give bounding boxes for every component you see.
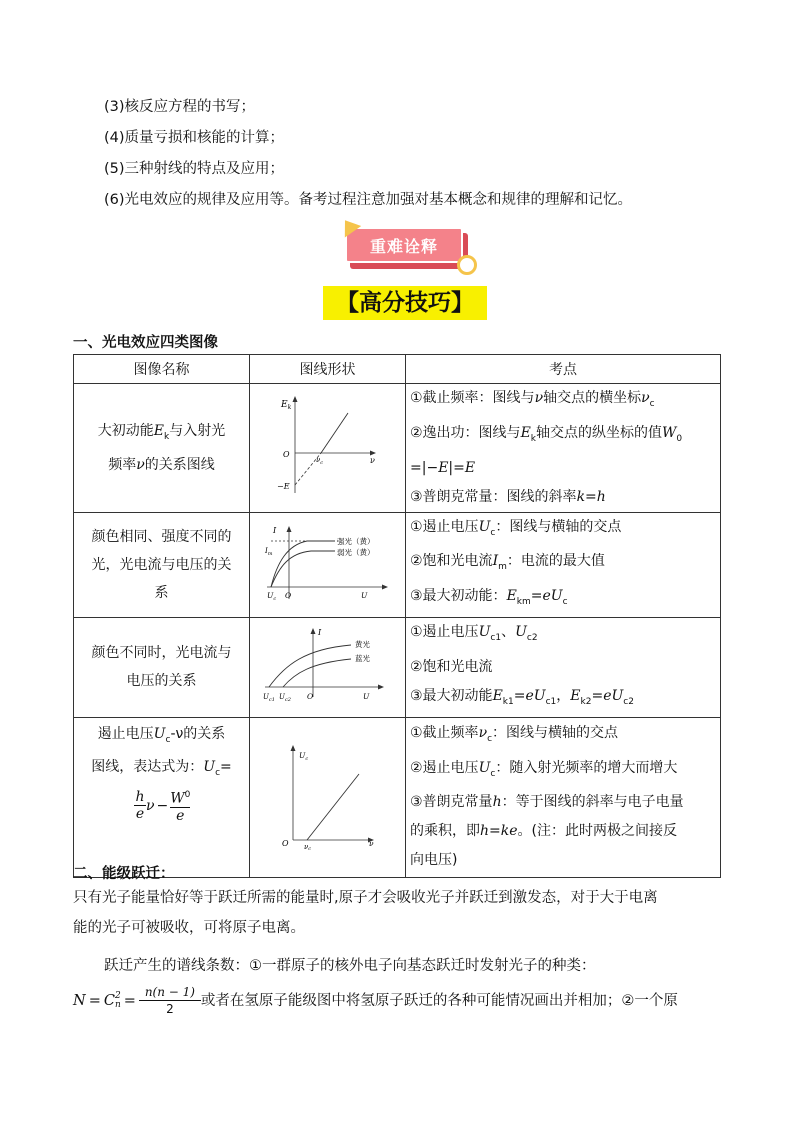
ring-icon [457,255,477,275]
var: W [170,790,185,807]
sub: c [490,527,496,538]
sub: km [516,596,531,607]
y-arrow [286,526,291,532]
row2-point-2 [410,547,720,582]
var: E [438,459,449,476]
var: ν [136,456,145,473]
header-name: 图像名称 [74,355,250,384]
var: h [492,794,502,811]
table-row [74,617,721,717]
x-arrow [370,451,376,456]
text: = [220,759,232,776]
row3-points [406,617,721,717]
para3-text: 或者在氢原子能级图中将氢原子跃迁的各种可能情况画出并相加；②一个原 [200,992,678,1009]
var: ν [534,390,544,406]
i-label: I [317,628,321,638]
row4-point-4 [410,817,720,846]
row3-point-3 [410,682,720,717]
var: U [478,518,491,535]
combination [104,992,121,1010]
var: E [570,687,581,704]
y-arrow [310,628,315,634]
row1-graph [250,384,406,513]
fraction-h-e [134,789,146,822]
text: ①截止频率 [410,724,479,741]
sub: k2 [580,696,592,707]
denominator: e [135,806,145,822]
row3-graph [250,617,406,717]
row1-points [406,384,721,513]
highlight-title: 【高分技巧】 [323,286,487,320]
sub: c [649,398,655,409]
sub: c [487,733,493,744]
denominator: 2 [166,1002,174,1016]
fraction [139,984,201,1017]
row4-point-5: 向电压) [410,852,458,869]
row2-points [406,512,721,617]
vc-label: νc [303,843,311,851]
neg-e-label: −E [276,482,290,492]
row2-name [74,512,250,617]
var: U [478,759,491,776]
sub: c [165,734,171,745]
text: 频率 [108,456,137,473]
ek-line [321,413,348,453]
table-row [74,512,721,617]
var: eU [542,588,563,605]
sub: 0 [676,433,683,444]
text: 轴交点的纵坐标的值 [536,424,663,441]
text: ：随入射光频率的增大而增大 [495,759,678,776]
para3 [73,984,723,1017]
weak-curve [271,551,335,587]
sub: c1 [545,696,557,707]
text: ①遏止电压 [410,623,479,640]
vc-label: $\nu_c$ [315,456,323,467]
uc2-label: $U_{c2}$ [278,693,291,704]
header-point: 考点 [406,355,721,384]
uc1-label: $U_{c1}$ [262,693,275,704]
u-label: U [360,590,367,600]
numerator: h [135,789,145,805]
text: ②逸出功：图线与 [410,424,521,441]
text: =|− [410,459,439,476]
row4-point-3 [410,788,720,817]
nu-label: ν [368,839,374,849]
banner-label: 重难诠释 [369,237,438,256]
var: W [662,424,677,441]
text: 的乘积，即 [410,823,480,840]
var: ν [146,797,155,814]
text: -ν的关系 [170,725,226,742]
para1-line2: 能的光子可被吸收，可将原子电离。 [73,920,305,936]
origin-label: O [284,590,291,600]
row1-point-2b [410,454,720,483]
var: h [596,488,606,505]
text: ③最大初动能 [410,687,493,704]
var: U [478,623,491,640]
table-row [74,717,721,877]
text: 颜色相同、强度不同的 [91,528,232,545]
x-arrow [382,584,388,589]
text: ②饱和光电流 [410,553,493,570]
var: U [203,759,216,776]
uc-label: $U_c$ [298,751,308,763]
row3-point-1 [410,618,720,653]
ek-label: $E_k$ [280,400,291,412]
ek-nu-graph [273,393,383,498]
text: ：图线与横轴的交点 [495,518,622,535]
y-arrow [290,745,295,751]
text: = [585,488,597,505]
numerator: n(n − 1) [144,985,195,999]
intro-item-5: (5)三种射线的特点及应用； [104,161,285,177]
numerator [170,787,190,807]
denominator: e [176,807,185,824]
blue-label: 蓝光 [354,654,370,664]
var: k [576,488,586,505]
text: ：图线与横轴的交点 [492,724,619,741]
row4-points [406,717,721,877]
var: ν [478,724,488,741]
origin-label: O [306,692,313,702]
u-label: U [362,692,369,702]
var: E [153,422,164,439]
text: ①遏止电压 [410,518,479,535]
origin-label: O [281,839,289,849]
intro-item-3: (3)核反应方程的书写； [104,99,256,115]
uc-nu-graph [273,740,383,850]
text: 大初动能 [97,422,154,439]
text: = [591,687,604,704]
minus: − [156,797,169,814]
yellow-curve [269,645,351,687]
text: = [123,992,136,1009]
var: eU [525,687,546,704]
color-graph [263,625,393,705]
row2-graph [250,512,406,617]
text: ：电流的最大值 [506,553,605,570]
para2: 跃迁产生的谱线条数：①一群原子的核外电子向基态跃迁时发射光子的种类： [104,958,596,974]
sub: n [114,999,121,1010]
text: 系 [154,584,169,601]
text: 颜色不同时，光电流与 [91,645,232,662]
strong-label: 强光（黄） [336,536,374,546]
table-row [74,384,721,513]
sub: k1 [502,696,514,707]
row2-point-1 [410,513,720,548]
text: 、 [501,623,516,640]
row4-formula [74,787,249,824]
text: 光，光电流与电压的关 [91,556,232,573]
row1-point-1 [410,384,720,419]
fraction-w-e [170,787,190,824]
text: 。(注：此时两极之间接反 [517,823,678,840]
i-label: I [272,525,276,535]
row4-graph [250,717,406,877]
var: E [492,687,503,704]
text: |= [448,459,465,476]
text: = [489,823,501,840]
text: = [513,687,526,704]
row4-name-line1 [74,720,249,754]
var: E [520,424,531,441]
row1-point-3 [410,483,720,512]
table-header-row [74,355,721,384]
var: ν [641,390,650,406]
section2-title: 二、能级跃迁： [73,866,175,882]
text: ③普朗克常量：图线的斜率 [410,488,577,505]
text: ①截止频率：图线与 [410,390,535,406]
intro-item-4: (4)质量亏损和核能的计算； [104,130,285,146]
row1-point-2 [410,419,720,454]
sub: c1 [490,632,502,643]
sub: k [530,433,537,444]
text: = [530,588,543,605]
var: ke [500,823,518,840]
text: 轴交点的横坐标 [543,390,642,406]
header-shape: 图线形状 [250,355,406,384]
strong-curve [271,541,335,587]
nu-label: ν [369,456,375,466]
var: U [153,725,166,742]
uc-label: $U_c$ [266,590,276,602]
text: 的关系图线 [144,456,215,473]
row2-point-3 [410,582,720,617]
var: N [73,992,86,1009]
row1-name [74,384,250,513]
sub: c [490,768,496,779]
section-banner [345,227,473,273]
sub: k [164,431,170,442]
y-arrow [292,396,297,402]
text: ：等于图线的斜率与电子电量 [501,794,684,811]
im-label: $I_m$ [264,546,273,557]
sup: 0 [184,790,191,801]
intensity-graph [263,523,393,603]
text: ③普朗克常量 [410,794,493,811]
var: U [515,623,527,640]
yellow-label: 黄光 [354,640,370,650]
text: ③最大初动能： [410,588,507,605]
var: eU [603,687,624,704]
sub: c [562,596,568,607]
text: ， [556,687,571,704]
sub: c2 [623,696,634,707]
weak-label: 弱光（黄） [336,547,374,557]
sub: c2 [526,632,538,643]
sub: c [215,768,221,779]
sup: 2 [114,990,121,1001]
origin-label: O [282,450,290,460]
text: ②遏止电压 [410,759,479,776]
combo-indices [115,992,121,1010]
section1-title: 一、光电效应四类图像 [73,335,218,351]
intro-item-6: (6)光电效应的规律及应用等。备考过程注意加强对基本概念和规律的理解和记忆。 [104,192,633,208]
text: 图线，表达式为： [91,759,204,776]
photoelectric-table [73,354,721,878]
var: E [506,588,517,605]
uc-line [307,774,359,840]
row4-name [74,717,250,877]
var: I [492,553,499,570]
x-arrow [378,685,384,690]
row4-name-line2 [74,753,249,787]
text: 遏止电压 [97,725,154,742]
var: E [464,459,476,476]
row4-point-1 [410,719,720,754]
para1-line1: 只有光子能量恰好等于跃迁所需的能量时,原子才会吸收光子并跃迁到激发态，对于大于电离 [73,890,658,906]
sub: m [498,562,507,573]
row3-name [74,617,250,717]
para1 [73,883,723,943]
text: 电压的关系 [126,673,197,690]
text: 与入射光 [169,422,226,439]
row3-point-2: ②饱和光电流 [410,658,493,675]
var: C [103,992,115,1009]
text: = [88,992,101,1009]
row4-point-2 [410,754,720,789]
var: h [480,823,490,840]
